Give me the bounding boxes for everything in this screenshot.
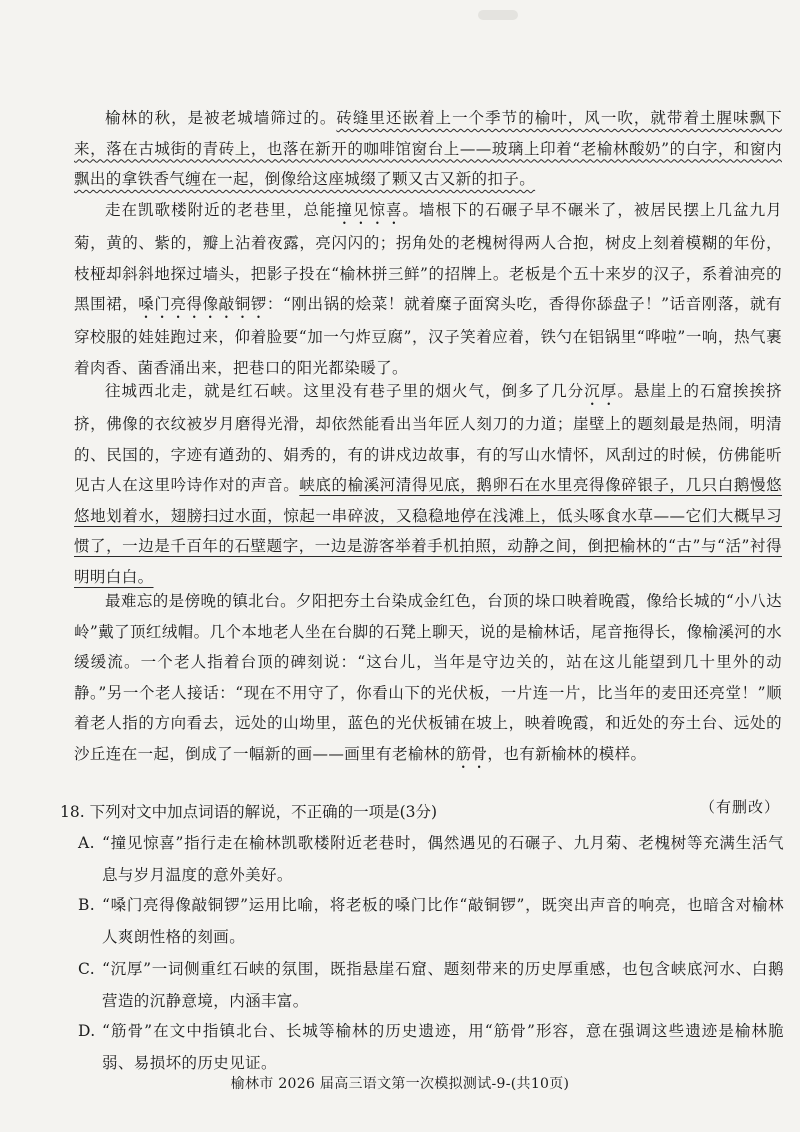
option-b-letter: B. bbox=[78, 896, 96, 914]
option-c-text: “沉厚”一词侧重红石峡的氛围，既指悬崖石窟、题刻带来的历史厚重感，也包含峡底河水、白鹅营造的沉静意境，内涵丰富。 bbox=[102, 960, 784, 1010]
p2-text-3: ：“刚出锅的烩菜！就着糜子面窝头吃，香得你舔盘子！”话音刚落，就有穿校服的娃娃跑过来，仰着脸要“加一勺炸豆腐”，汉子笑着应着，铁勺在铝锅里“哗啦”一响，热气裹着肉香、菌香涌出来，把巷口的阳光都染暖了。 bbox=[74, 295, 782, 377]
p2-text-1: 走在凯歌楼附近的老巷里，总能 bbox=[105, 201, 337, 219]
source-note: （有删改） bbox=[699, 798, 780, 816]
option-a-letter: A. bbox=[78, 834, 95, 852]
passage-paragraph-1 bbox=[74, 103, 782, 195]
passage-paragraph-2 bbox=[74, 195, 782, 383]
passage-paragraph-4 bbox=[74, 586, 782, 772]
p1-plain: 榆林的秋，是被老城墙筛过的。 bbox=[105, 109, 337, 127]
p2-dotted-term-2: 嗓门亮得像敲铜锣 bbox=[138, 295, 267, 313]
passage-paragraph-3 bbox=[74, 376, 782, 592]
option-c bbox=[78, 953, 784, 1017]
option-d-text: “筋骨”在文中指镇北台、长城等榆林的历史遗迹，用“筋骨”形容，意在强调这些遗迹是榆林脆弱、易损坏的历史见证。 bbox=[102, 1022, 784, 1072]
option-d-letter: D. bbox=[78, 1022, 96, 1040]
option-b bbox=[78, 889, 784, 953]
p4-dotted-term-1: 筋骨 bbox=[455, 744, 488, 763]
p4-text-2: ，也有新榆林的模样。 bbox=[487, 744, 647, 763]
p1-wavy-underline: 砖缝里还嵌着上一个季节的榆叶，风一吹，就带着土腥味飘下来，落在古城街的青砖上，也落在新开的咖啡馆窗台上——玻璃上印着“老榆林酸奶”的白字，和窗内飘出的拿铁香气缠在一起，倒像给这座城缀了颗又古又新的扣子。 bbox=[74, 109, 782, 188]
option-c-letter: C. bbox=[78, 960, 96, 978]
p3-straight-underline: 峡底的榆溪河清得见底，鹅卵石在水里亮得像碎银子，几只白鹅慢悠悠地划着水，翅膀扫过水面，惊起一串碎波，又稳稳地停在浅滩上，低头啄食水草——它们大概早习惯了，一边是千百年的石壁题字，一边是游客举着手机拍照，动静之间，倒把榆林的“古”与“活”衬得明明白白。 bbox=[74, 476, 782, 586]
p3-dotted-term-1: 沉厚 bbox=[584, 382, 618, 400]
option-d bbox=[78, 1015, 784, 1079]
option-b-text: “嗓门亮得像敲铜锣”运用比喻，将老板的嗓门比作“敲铜锣”，既突出声音的响亮，也暗含对榆林人爽朗性格的刻画。 bbox=[102, 896, 784, 946]
p3-text-2: 。悬崖上的石窟挨挨挤挤，佛像的衣纹被岁月磨得光滑，却依然能看出当年匠人刻刀的力道；崖壁上的题刻最是热闹，明清的、民国的，字迹有遒劲的、娟秀的，有的讲戍边故事，有的写山水情怀，风刮过的时候，仿佛能听见古人在这里吟诗作对的声音。 bbox=[74, 382, 782, 494]
p4-text-1: 最难忘的是傍晚的镇北台。夕阳把夯土台染成金红色，台顶的垛口映着晚霞，像给长城的“小八达岭”戴了顶红绒帽。几个本地老人坐在台脚的石凳上聊天，说的是榆林话，尾音拖得长，像榆溪河的水缓缓流。一个老人指着台顶的碑刻说：“这台儿，当年是守边关的，站在这儿能望到几十里外的动静。”另一个老人接话：“现在不用守了，你看山下的光伏板，一片连一片，比当年的麦田还亮堂！”顺着老人指的方向看去，远处的山坳里，蓝色的光伏板铺在坡上，映着晚霞，和近处的夯土台、远处的沙丘连在一起，倒成了一幅新的画——画里有老榆林的 bbox=[74, 592, 782, 763]
scan-smudge bbox=[478, 10, 518, 20]
p2-text-2: 。墙根下的石碾子早不碾米了，被居民摆上几盆九月菊，黄的、紫的，瓣上沾着夜露，亮闪闪的；拐角处的老槐树得两人合抱，树皮上刻着模糊的年份，枝桠却斜斜地探过墙头，把影子投在“榆林拼三鲜”的招牌上。老板是个五十来岁的汉子，系着油亮的黑围裙， bbox=[74, 201, 782, 313]
question-stem: 18. 下列对文中加点词语的解说，不正确的一项是(3分) bbox=[60, 803, 438, 821]
page-footer: 榆林市 2026 届高三语文第一次模拟测试-9-(共10页) bbox=[230, 1076, 570, 1092]
p3-text-1: 往城西北走，就是红石峡。这里没有巷子里的烟火气，倒多了几分 bbox=[105, 382, 585, 400]
option-a-text: “撞见惊喜”指行走在榆林凯歌楼附近老巷时，偶然遇见的石碾子、九月菊、老槐树等充满生活气息与岁月温度的意外美好。 bbox=[102, 834, 784, 884]
p2-dotted-term-1: 撞见惊喜 bbox=[336, 201, 403, 219]
option-a bbox=[78, 827, 784, 891]
